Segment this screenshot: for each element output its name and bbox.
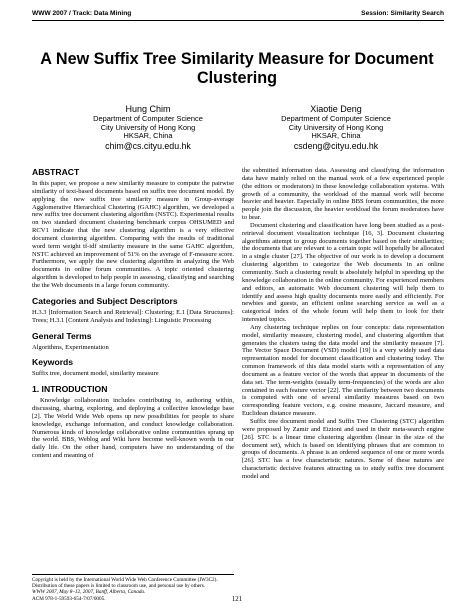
page-number: 121 (231, 596, 243, 603)
categories-text: H.3.3 [Information Search and Retrieval]: Clustering; E.1 [Data Structures]: Trees; H.3.1 [Content Analysis and Indexing]: Linguistic Processing (32, 308, 234, 324)
abstract-heading: ABSTRACT (32, 167, 80, 177)
author-university: City University of Hong Kong (100, 122, 196, 132)
author-name: Xiaotie Deng (310, 104, 362, 114)
author-name: Hung Chim (125, 104, 171, 114)
abstract-text: In this paper, we propose a new similarity measure to compute the pairwise similarity of text-based documents based on suffix tree document model. By applying the new suffix tree similarity measure in Group-average Agglomerative Hierarchical Clustering (GAHC) algorithm, we developed a new suffix tree document clustering algorithm (NSTC). Experimental results on two standard document clustering benchmark corpus OHSUMED and RCV1 indicate that the new clustering algorithm is a very effective document clustering algorithm. Comparing with the results of traditional word term weight tf-idf similarity measure in the same GAHC algorithm, NSTC achieved an improvement of 51% on the average of F-measure score. Furthermore, we apply the new clustering algorithm in analyzing the Web documents in online forum communities. A topic oriented clustering algorithm is developed to help people in assessing, classifying and searching the the Web documents in a large forum community. (32, 180, 234, 289)
body-paragraph: the submitted information data. Assessing and classifying the information data have mainly relied on the manual work of a few experienced people (the editors or moderators) in these knowledge collaboration systems. With growth of a community, the workload of the manual work will become heavier and heavier. Especially in online BBS forum communities, the more people join the discussion, the heavier workload the forum moderators have to bear. (242, 167, 444, 222)
conference-line: WWW 2007, May 8–12, 2007, Banff, Alberta, Canada. (32, 589, 146, 596)
paper-title-line1: A New Suffix Tree Similarity Measure for Document (40, 50, 434, 68)
left-column (32, 167, 234, 460)
acm-line: ACM 978-1-59593-654-7/07/0005. (32, 595, 106, 602)
paper-title (0, 50, 474, 88)
body-paragraph: Suffix tree document model and Suffix Tree Clustering (STC) algorithm were proposed by Zamir and Etzioni and used in their meta-search engine [26]. STC is a linear time clustering algorithm (linear in the size of the document set), which is based on identifying phrases that are common to groups of documents. A phrase is an ordered sequence of one or more words [26]. STC has a few characteristic natures. Some of these natures are characteristic decisive features attracting us to study suffix tree document model and (242, 418, 444, 480)
author-email[interactable]: chim@cs.cityu.edu.hk (105, 140, 191, 151)
author-location: HKSAR, China (123, 131, 173, 141)
header-rule (32, 20, 444, 21)
paper-title-line2: Clustering (196, 69, 278, 87)
author-university: City University of Hong Kong (288, 122, 384, 132)
body-paragraph: Document clustering and classification have long been studied as a post-retrieval document visualization technique [16, 3]. Document clustering algorithms attempt to group documents together based on their similarities; the documents that are relevant to a certain topic will hopefully be allocated in a single cluster [27]. The objective of our work is to develop a document clustering algorithm to categorize the Web documents in an online community. Such a clustering result is absolutely helpful in speeding up the knowledge collaboration in the online community. For experienced members and editors, an automatic Web document clustering will help them to identify and assess high quality documents more easily and efficiently. For newbies and guests, an efficient online searching service as well as a categorical index of the whole forum will help them to look for their interested topics. (242, 221, 444, 324)
introduction-heading: 1. INTRODUCTION (32, 384, 108, 395)
keywords-text: Suffix tree, document model, similarity measure (32, 370, 159, 378)
categories-heading: Categories and Subject Descriptors (32, 295, 178, 306)
general-terms-heading: General Terms (32, 330, 92, 341)
body-paragraph: Any clustering technique replies on four concepts: data representation model, similarity measure, clustering model, and clustering algorithm that generates the clusters using the data model and the similarity measure [7]. The Vector Space Document (VSD) model [19] is a very widely used data representation model for document classification and clustering today. The common framework of this data model starts with a representation of any document as a feature vector of the words that appear in documents of the data set. The term-weights (usually term-frequencies) of the words are also contained in each feature vector [22]. The similarity between two documents is computed with one of several similarity measures based on two corresponding feature vectors, e.g. cosine measure, Jaccard measure, and Euclidean distance measure. (242, 323, 444, 418)
author-department: Department of Computer Science (93, 114, 203, 123)
author-block-2 (236, 104, 436, 152)
right-column (242, 167, 444, 481)
copyright-line: Copyright is held by the International World Wide Web Conference Committee (IW3C2). Distribution of these papers is limited to classroom use, and personal use by others. (32, 577, 218, 590)
author-block-1 (48, 104, 248, 152)
running-header-left: WWW 2007 / Track: Data Mining (32, 10, 132, 17)
author-email[interactable]: csdeng@cityu.edu.hk (293, 140, 379, 151)
running-header-right: Session: Similarity Search (361, 10, 444, 17)
author-department: Department of Computer Science (281, 114, 391, 123)
general-terms-text: Algorithms, Experimentation (32, 343, 109, 351)
introduction-text: Knowledge collaboration includes contributing to, authoring within, discussing, sharing, exploring, and deploying a collective knowledge base [2]. The World Wide Web opens up new possibilities for people to share knowledge, exchange information, and conduct knowledge collaboration. Numerous kinds of knowledge collaborative online communities sprang up the world. BBS, Weblog and Wiki have become well-known words in our daily life. On the other hand, computers have no understanding of the content and meaning of (32, 397, 234, 460)
keywords-heading: Keywords (32, 357, 74, 368)
author-location: HKSAR, China (311, 131, 361, 141)
